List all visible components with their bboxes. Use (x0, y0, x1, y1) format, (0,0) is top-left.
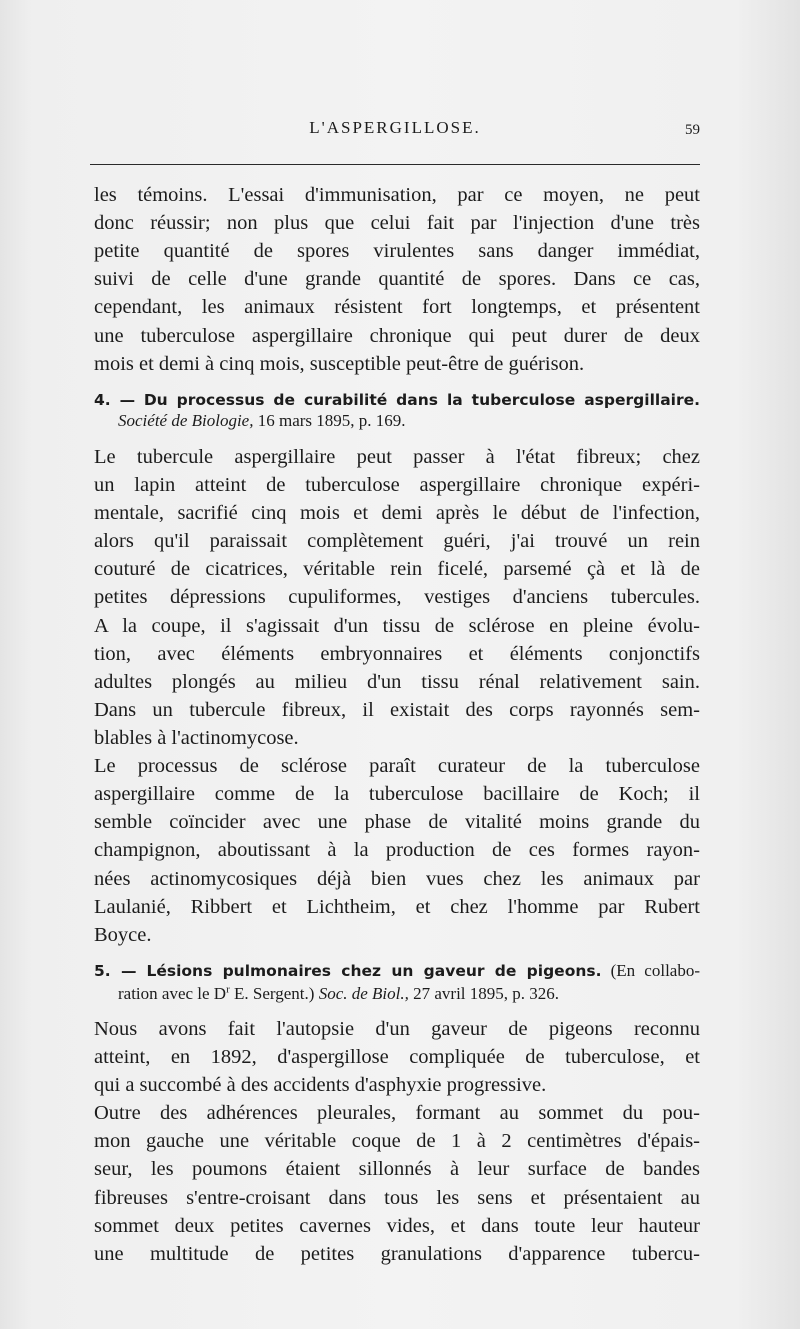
entry-5-collab-name: E. Sergent.) (229, 983, 319, 1003)
text-line: adultes plongés au milieu d'un tissu rénal relativement sain. (94, 670, 700, 693)
entry-5-source-date: 27 avril 1895, p. 326. (408, 983, 560, 1003)
text-line: donc réussir; non plus que celui fait par l'injection d'une très (94, 212, 700, 235)
text-line: fibreuses s'entre-croisant dans tous les sens et présentaient au (94, 1186, 700, 1209)
text-line: Laulanié, Ribbert et Lichtheim, et chez l'homme par Rubert (94, 895, 700, 918)
text-line: une multitude de petites granulations d'apparence tubercu- (94, 1242, 700, 1265)
text-line: cependant, les animaux résistent fort longtemps, et présentent (94, 296, 700, 319)
text-line: mois et demi à cinq mois, susceptible peut-être de guérison. (94, 352, 585, 375)
page-header (90, 114, 700, 144)
entry-5-source (118, 979, 700, 1009)
page-number: 59 (685, 122, 700, 138)
text-line: mon gauche une véritable coque de 1 à 2 centimètres d'épais- (94, 1130, 700, 1153)
text-line: tion, avec éléments embryonnaires et éléments conjonctifs (94, 642, 700, 665)
text-line: mentale, sacrifié cinq mois et demi après le début de l'infection, (94, 502, 700, 525)
entry-4-number: 4. — (94, 390, 136, 409)
text-line: couturé de cicatrices, véritable rein ficelé, parsemé çà et là de (94, 558, 700, 581)
text-line: A la coupe, il s'agissait d'un tissu de sclérose en pleine évolu- (94, 614, 700, 637)
text-line: aspergillaire comme de la tuberculose bacillaire de Koch; il (94, 783, 700, 806)
entry-5-collab: (En collabo- (601, 961, 701, 981)
text-line: petites dépressions cupuliformes, vestiges d'anciens tubercules. (94, 586, 700, 609)
text-line: une tuberculose aspergillaire chronique qui peut durer de deux (94, 324, 700, 347)
text-line: atteint, en 1892, d'aspergillose compliquée de tuberculose, et (94, 1046, 700, 1069)
text-line: qui a succombé à des accidents d'asphyxie progressive. (94, 1074, 547, 1097)
text-line: Dans un tubercule fibreux, il existait des corps rayonnés sem- (94, 698, 700, 721)
text-line: Boyce. (94, 923, 152, 946)
text-line: Outre des adhérences pleurales, formant au sommet du pou- (94, 1102, 700, 1125)
entry-5-title: Lésions pulmonaires chez un gaveur de pigeons. (146, 962, 602, 981)
text-line: champignon, aboutissant à la production de ces formes rayon- (94, 839, 700, 862)
text-line: un lapin atteint de tuberculose aspergillaire chronique expéri- (94, 474, 700, 497)
entry-5-collab-cont: ration avec le D (118, 983, 227, 1003)
running-title: L'ASPERGILLOSE. (309, 118, 481, 137)
text-line: Nous avons fait l'autopsie d'un gaveur de pigeons reconnu (94, 1017, 700, 1040)
entry-4-title: Du processus de curabilité dans la tuberculose aspergillaire. (143, 390, 701, 409)
entry-5-source-journal: Soc. de Biol., (318, 983, 409, 1003)
text-line: petite quantité de spores virulentes sans danger immédiat, (94, 240, 700, 263)
text-line: sommet deux petites cavernes vides, et dans toute leur hauteur (94, 1214, 700, 1237)
entry-5-sup: r (226, 982, 230, 995)
entry-4-source-journal: Société de Biologie, (118, 410, 254, 430)
text-line: Le tubercule aspergillaire peut passer à l'état fibreux; chez (94, 445, 700, 468)
text-line: semble coïncider avec une phase de vitalité moins grande du (94, 811, 700, 834)
text-line: alors qu'il paraissait complètement guéri, j'ai trouvé un rein (94, 530, 700, 553)
text-line: les témoins. L'essai d'immunisation, par ce moyen, ne peut (94, 184, 700, 206)
entry-5-number: 5. — (94, 962, 137, 981)
header-rule (90, 164, 700, 165)
text-line: suivi de celle d'une grande quantité de spores. Dans ce cas, (94, 268, 700, 291)
entry-4-source (118, 406, 700, 436)
text-line: seur, les poumons étaient sillonnés à leur surface de bandes (94, 1158, 700, 1181)
text-line: Le processus de sclérose paraît curateur de la tuberculose (94, 755, 700, 778)
text-line: nées actinomycosiques déjà bien vues chez les animaux par (94, 867, 700, 890)
text-line: blables à l'actinomycose. (94, 726, 299, 749)
entry-4-source-date: 16 mars 1895, p. 169. (253, 410, 406, 430)
